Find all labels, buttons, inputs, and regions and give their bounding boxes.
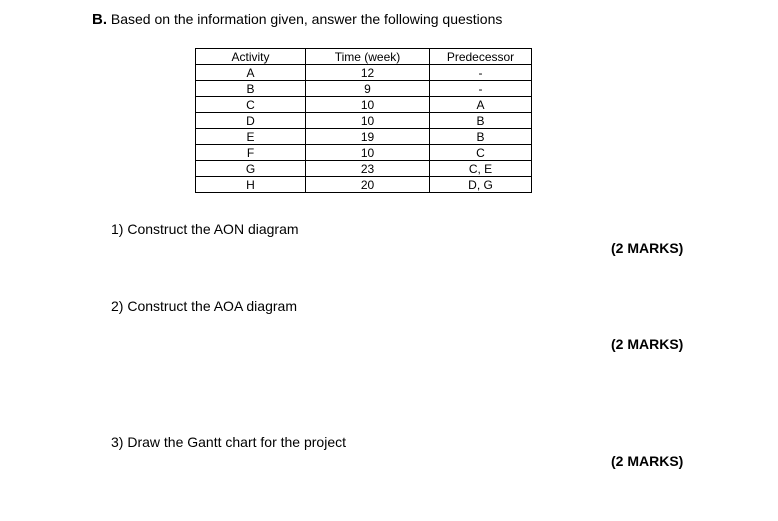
cell-activity: G: [196, 161, 306, 177]
table-row: [196, 81, 532, 97]
cell-activity: C: [196, 97, 306, 113]
cell-time: 10: [306, 97, 430, 113]
cell-predecessor: B: [430, 113, 532, 129]
cell-time: 20: [306, 177, 430, 193]
cell-time: 23: [306, 161, 430, 177]
table-row: [196, 161, 532, 177]
cell-predecessor: B: [430, 129, 532, 145]
cell-time: 10: [306, 145, 430, 161]
marks-aon: (2 MARKS): [611, 240, 684, 256]
cell-predecessor: C: [430, 145, 532, 161]
marks-aoa: (2 MARKS): [611, 336, 684, 352]
cell-time: 12: [306, 65, 430, 81]
activity-table: [195, 48, 532, 193]
cell-predecessor: -: [430, 65, 532, 81]
cell-time: 10: [306, 113, 430, 129]
question-aon: 1) Construct the AON diagram: [111, 221, 299, 237]
cell-activity: E: [196, 129, 306, 145]
header-time: Time (week): [306, 49, 430, 65]
table-row: [196, 177, 532, 193]
cell-predecessor: D, G: [430, 177, 532, 193]
table-row: [196, 65, 532, 81]
question-gantt: 3) Draw the Gantt chart for the project: [111, 434, 346, 450]
cell-time: 19: [306, 129, 430, 145]
section-letter: B.: [92, 11, 107, 28]
question-aoa: 2) Construct the AOA diagram: [111, 298, 297, 314]
header-activity: Activity: [196, 49, 306, 65]
table-row: [196, 113, 532, 129]
cell-activity: H: [196, 177, 306, 193]
marks-gantt: (2 MARKS): [611, 453, 684, 469]
cell-time: 9: [306, 81, 430, 97]
cell-activity: F: [196, 145, 306, 161]
section-heading: [92, 11, 502, 28]
table-row: [196, 97, 532, 113]
cell-predecessor: C, E: [430, 161, 532, 177]
header-predecessor: Predecessor: [430, 49, 532, 65]
cell-predecessor: -: [430, 81, 532, 97]
cell-activity: B: [196, 81, 306, 97]
section-instruction: Based on the information given, answer the following questions: [110, 11, 503, 27]
cell-predecessor: A: [430, 97, 532, 113]
table-row: [196, 129, 532, 145]
cell-activity: D: [196, 113, 306, 129]
cell-activity: A: [196, 65, 306, 81]
table-row: [196, 145, 532, 161]
table-header-row: [196, 49, 532, 65]
